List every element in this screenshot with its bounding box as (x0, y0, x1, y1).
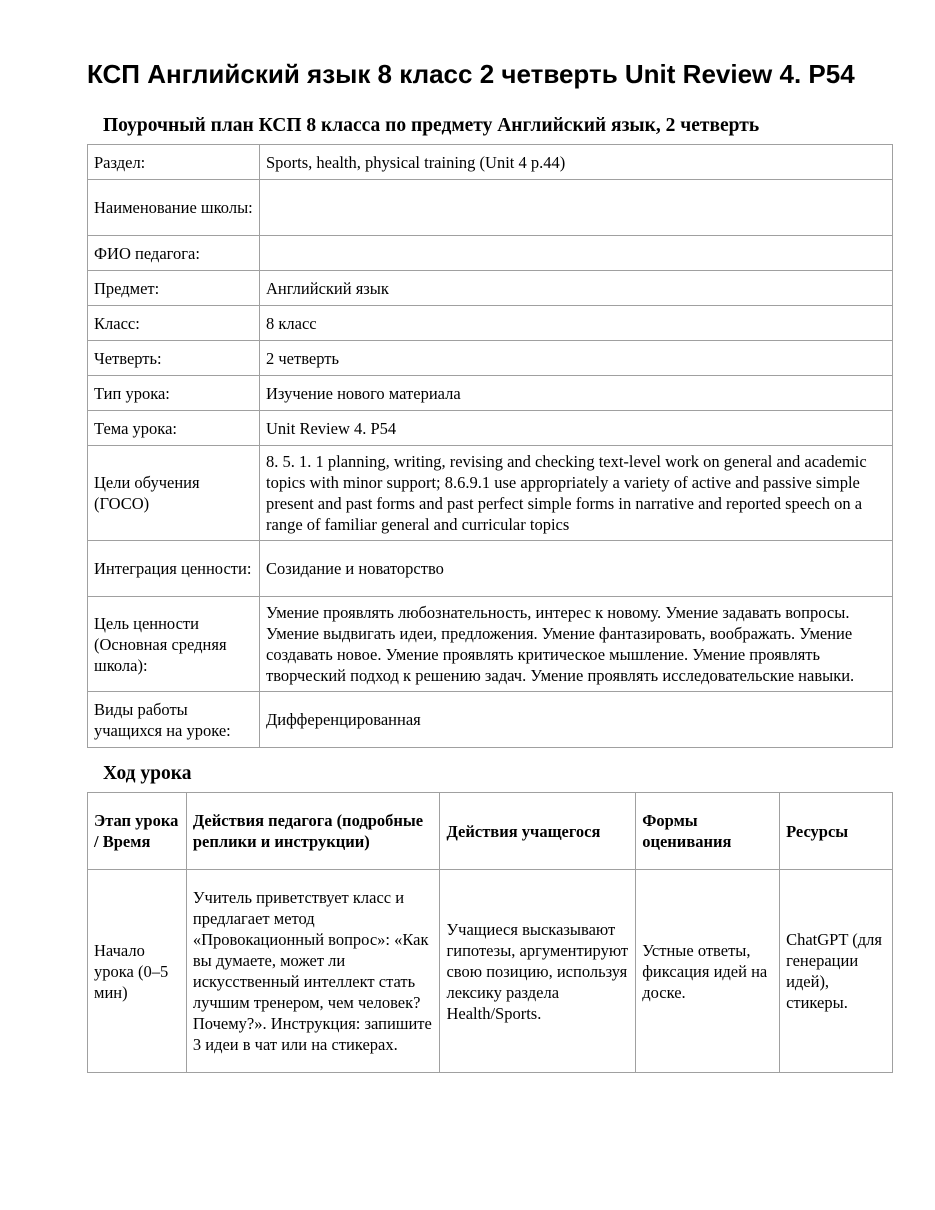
cell-assessment: Устные ответы, фиксация идей на доске. (636, 870, 780, 1073)
info-value: Созидание и новаторство (260, 541, 893, 597)
document-page (87, 58, 893, 1073)
section-spacer (87, 748, 893, 762)
info-value (260, 236, 893, 271)
info-value: Английский язык (260, 271, 893, 306)
cell-student-actions: Учащиеся высказывают гипотезы, аргументируют свою позицию, используя лексику раздела Health/Sports. (440, 870, 636, 1073)
info-value: Умение проявлять любознательность, интерес к новому. Умение задавать вопросы. Умение выдвигать идеи, предложения. Умение фантазировать, воображать. Умение создавать новое. Умение проявлять критическое мышление. Умение проявлять творческий подход к решению задач. Умение проявлять исследовательские навыки. (260, 597, 893, 692)
info-row (88, 541, 893, 597)
cell-stage: Начало урока (0–5 мин) (88, 870, 187, 1073)
info-row (88, 692, 893, 748)
info-row (88, 376, 893, 411)
column-header-student-actions: Действия учащегося (440, 793, 636, 870)
info-row (88, 446, 893, 541)
lesson-header-row (88, 793, 893, 870)
info-value (260, 180, 893, 236)
info-label: Четверть: (88, 341, 260, 376)
info-value: 8 класс (260, 306, 893, 341)
plan-heading: Поурочный план КСП 8 класса по предмету Английский язык, 2 четверть (103, 115, 760, 136)
info-value: 2 четверть (260, 341, 893, 376)
lesson-heading: Ход урока (103, 763, 192, 784)
info-row (88, 411, 893, 446)
info-value: 8. 5. 1. 1 planning, writing, revising and checking text-level work on general and academic topics with minor support; 8.6.9.1 use appropriately a variety of active and passive simple present and past forms and past perfect simple forms in narrative and reported speech on a range of familiar general and curricular topics (260, 446, 893, 541)
info-value: Sports, health, physical training (Unit 4 p.44) (260, 145, 893, 180)
lesson-info-table (87, 144, 893, 748)
column-header-assessment: Формы оценивания (636, 793, 780, 870)
info-label: Тема урока: (88, 411, 260, 446)
info-row (88, 271, 893, 306)
column-header-teacher-actions: Действия педагога (подробные реплики и инструкции) (186, 793, 440, 870)
cell-resources: ChatGPT (для генерации идей), стикеры. (780, 870, 893, 1073)
info-value: Изучение нового материала (260, 376, 893, 411)
info-value: Unit Review 4. P54 (260, 411, 893, 446)
info-label: Виды работы учащихся на уроке: (88, 692, 260, 748)
info-label: Тип урока: (88, 376, 260, 411)
info-label: Предмет: (88, 271, 260, 306)
info-row (88, 597, 893, 692)
document-title: КСП Английский язык 8 класс 2 четверть Unit Review 4. P54 (87, 59, 855, 89)
info-row (88, 180, 893, 236)
info-value: Дифференцированная (260, 692, 893, 748)
info-label: Раздел: (88, 145, 260, 180)
info-label: Цель ценности (Основная средняя школа): (88, 597, 260, 692)
info-row (88, 306, 893, 341)
info-label: Наименование школы: (88, 180, 260, 236)
info-row (88, 145, 893, 180)
table-row (88, 870, 893, 1073)
info-label: Интеграция ценности: (88, 541, 260, 597)
info-label: ФИО педагога: (88, 236, 260, 271)
info-row (88, 236, 893, 271)
info-label: Класс: (88, 306, 260, 341)
cell-teacher-actions: Учитель приветствует класс и предлагает метод «Провокационный вопрос»: «Как вы думаете, может ли искусственный интеллект стать лучшим тренером, чем человек? Почему?». Инструкция: запишите 3 идеи в чат или на стикерах. (186, 870, 440, 1073)
column-header-resources: Ресурсы (780, 793, 893, 870)
column-header-stage: Этап урока / Время (88, 793, 187, 870)
info-row (88, 341, 893, 376)
lesson-flow-table (87, 792, 893, 1073)
info-label: Цели обучения (ГОСО) (88, 446, 260, 541)
